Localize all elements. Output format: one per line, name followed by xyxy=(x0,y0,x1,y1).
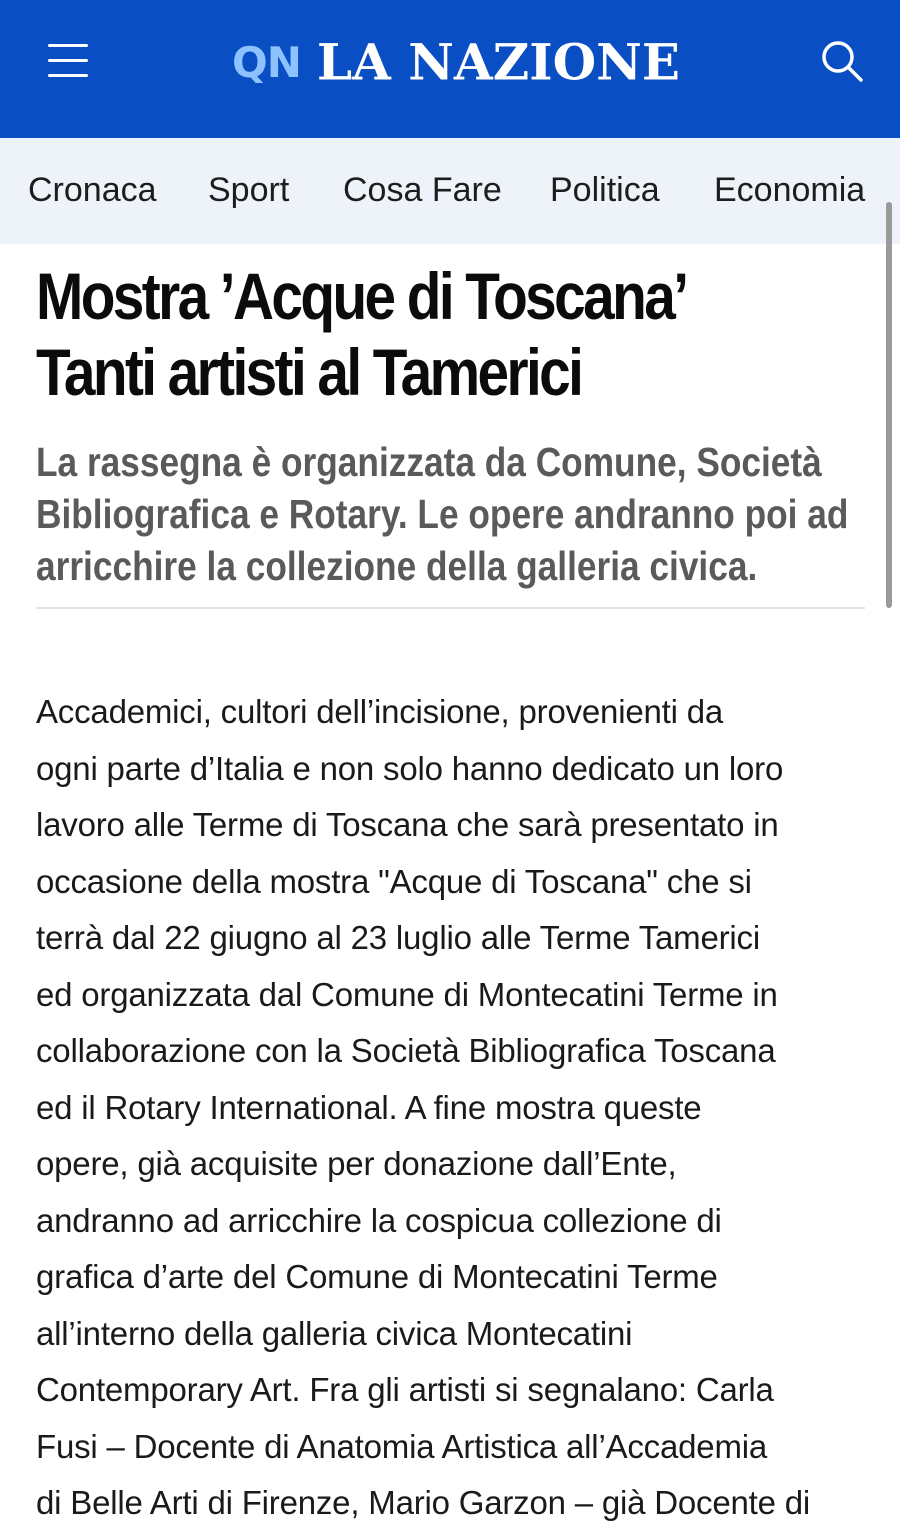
nav-item-politica[interactable]: Politica xyxy=(550,171,660,209)
headline-line: Tanti artisti al Tamerici xyxy=(36,335,582,409)
article-subtitle xyxy=(36,436,862,592)
hamburger-menu-icon[interactable] xyxy=(44,40,92,82)
body-line: ed organizzata dal Comune di Montecatini Terme in xyxy=(36,975,778,1013)
body-line: grafica d’arte del Comune di Montecatini Terme xyxy=(36,1258,718,1295)
subtitle-line: arricchire la collezione della galleria civica. xyxy=(36,543,758,589)
body-line: di Belle Arti di Firenze, Mario Garzon – già Docente di xyxy=(36,1484,811,1521)
body-line: ed il Rotary International. A fine mostra queste xyxy=(36,1088,702,1126)
site-header xyxy=(0,0,900,138)
body-line: lavoro alle Terme di Toscana che sarà presentato in xyxy=(36,806,779,843)
logo-prefix: QN xyxy=(232,37,301,87)
search-icon[interactable] xyxy=(814,36,870,88)
nav-item-economia[interactable]: Economia xyxy=(714,171,866,209)
nav-item-cosa-fare[interactable]: Cosa Fare xyxy=(343,171,502,209)
body-line: Accademici, cultori dell’incisione, provenienti da xyxy=(36,693,724,730)
body-line: Contemporary Art. Fra gli artisti si segnalano: Carla xyxy=(36,1371,774,1408)
body-line: andranno ad arricchire la cospicua collezione di xyxy=(36,1201,722,1239)
body-line: collaborazione con la Società Bibliografica Toscana xyxy=(36,1032,776,1069)
body-line: ogni parte d’Italia e non solo hanno dedicato un loro xyxy=(36,749,784,787)
body-line: terrà dal 22 giugno al 23 luglio alle Terme Tamerici xyxy=(36,919,760,956)
article-divider xyxy=(36,607,865,609)
subtitle-line: Bibliografica e Rotary. Le opere andranno poi ad xyxy=(36,491,849,537)
section-nav xyxy=(0,138,900,244)
body-line: all’interno della galleria civica Montecatini xyxy=(36,1314,633,1352)
nav-item-cronaca[interactable]: Cronaca xyxy=(28,171,157,209)
body-line: opere, già acquisite per donazione dall’Ente, xyxy=(36,1145,677,1182)
logo-name: LA NAZIONE xyxy=(316,32,680,92)
body-line: occasione della mostra "Acque di Toscana" che si xyxy=(36,862,752,900)
site-logo[interactable] xyxy=(232,32,680,92)
page-scrollbar[interactable] xyxy=(886,202,892,608)
body-line: Fusi – Docente di Anatomia Artistica all’Accademia xyxy=(36,1427,768,1465)
headline-line: Mostra ’Acque di Toscana’ xyxy=(36,259,687,333)
article-body xyxy=(36,684,876,1532)
article-headline xyxy=(36,258,741,410)
subtitle-line: La rassegna è organizzata da Comune, Società xyxy=(36,439,822,485)
nav-item-sport[interactable]: Sport xyxy=(208,171,290,209)
